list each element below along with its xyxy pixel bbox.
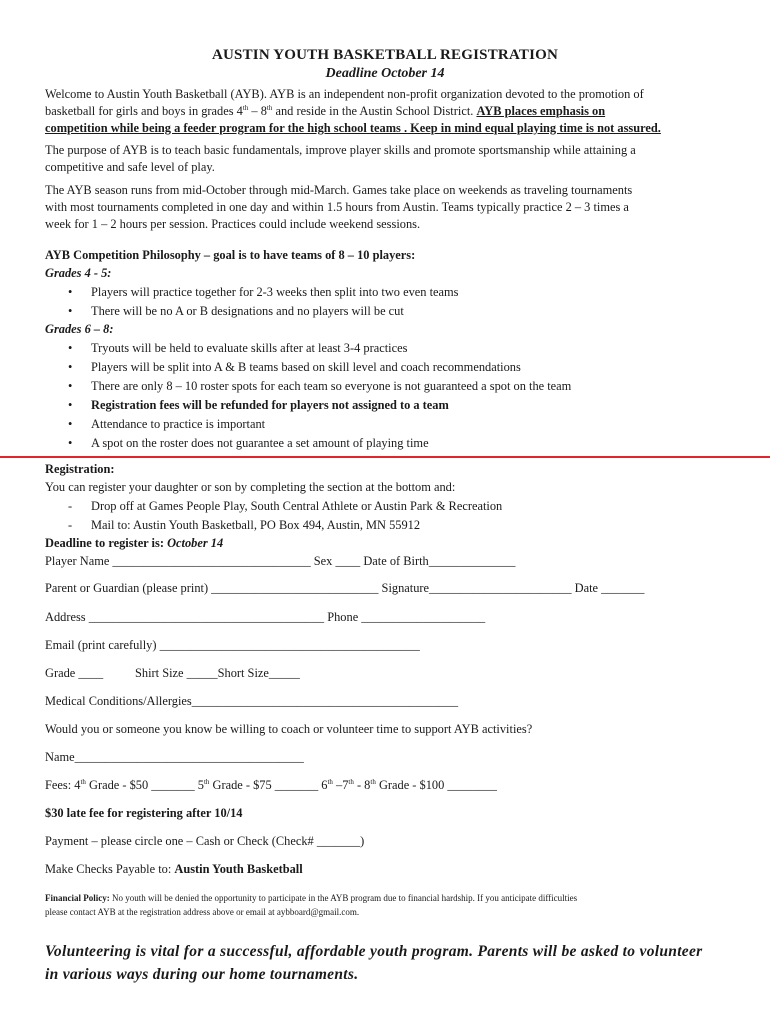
- email-field[interactable]: Email (print carefully) __________________________________________: [45, 638, 420, 652]
- grades-6-8-label: Grades 6 – 8:: [45, 322, 114, 336]
- size-field[interactable]: Shirt Size _____Short Size_____: [135, 666, 300, 680]
- volunteer-question: Would you or someone you know be willing to coach or volunteer time to support AYB activities?: [45, 722, 533, 736]
- medical-field[interactable]: Medical Conditions/Allergies___________________________________________: [45, 694, 459, 708]
- list-item: • Attendance to practice is important: [68, 417, 266, 431]
- bullet-icon: •: [68, 398, 73, 412]
- bullet-icon: •: [68, 341, 73, 355]
- list-item: • Registration fees will be refunded for players not assigned to a team: [68, 398, 449, 412]
- intro-paragraph: [45, 86, 730, 137]
- grades-4-5-label: Grades 4 - 5:: [45, 266, 112, 280]
- list-item: • Tryouts will be held to evaluate skills after at least 3-4 practices: [68, 341, 408, 355]
- player-name-field[interactable]: Player Name ________________________________ Sex ____ Date of Birth______________: [45, 554, 516, 568]
- grade-field[interactable]: Grade ____: [45, 666, 104, 680]
- bullet-icon: •: [68, 304, 73, 318]
- season-paragraph: The AYB season runs from mid-October through mid-March. Games take place on weekends as traveling tournaments with most tournaments completed in one day and within 1.5 hours from Austin. Teams typically practice 2 – 3 times a week for 1 – 2 hours per session. Practices could include weekend sessions.: [45, 183, 633, 231]
- bullet-icon: •: [68, 417, 73, 431]
- late-fee-note: $30 late fee for registering after 10/14: [45, 806, 243, 820]
- registration-heading: Registration:: [45, 462, 115, 476]
- list-item: • Players will practice together for 2-3 weeks then split into two even teams: [68, 285, 459, 299]
- list-item: • Players will be split into A & B teams based on skill level and coach recommendations: [68, 360, 521, 374]
- bullet-icon: •: [68, 285, 73, 299]
- bullet-icon: •: [68, 379, 73, 393]
- page-title: AUSTIN YOUTH BASKETBALL REGISTRATION: [211, 47, 559, 63]
- intro-line-3: competition while being a feeder program for the high school teams . Keep in mind equal playing time is not assured.: [45, 121, 661, 135]
- parent-guardian-field[interactable]: Parent or Guardian (please print) ___________________________ Signature_______________________ Date _______: [45, 581, 645, 595]
- grades-6-8-list: [0, 341, 770, 455]
- list-item: • A spot on the roster does not guarantee a set amount of playing time: [68, 436, 429, 450]
- deadline-subtitle: Deadline October 14: [325, 66, 445, 81]
- list-item: • There are only 8 – 10 roster spots for each team so everyone is not guaranteed a spot on the team: [68, 379, 572, 393]
- bullet-icon: •: [68, 436, 73, 450]
- bullet-icon: •: [68, 360, 73, 374]
- registration-intro: You can register your daughter or son by completing the section at the bottom and:: [45, 480, 456, 494]
- registration-deadline: Deadline to register is: October 14: [45, 536, 224, 550]
- financial-policy: Financial Policy: No youth will be denied the opportunity to participate in the AYB program due to financial hardship. If you anticipate difficulties please contact AYB at the registration address above or email at aybboard@gmail.com.: [45, 893, 578, 917]
- philosophy-heading: AYB Competition Philosophy – goal is to have teams of 8 – 10 players:: [45, 248, 416, 262]
- list-item: - Mail to: Austin Youth Basketball, PO Box 494, Austin, MN 55912: [68, 518, 421, 532]
- volunteer-name-field[interactable]: Name_____________________________________: [45, 750, 304, 764]
- intro-line-2: basketball for girls and boys in grades 4th – 8th and reside in the Austin School District. AYB places emphasis on: [45, 103, 606, 118]
- grades-4-5-list: [0, 285, 770, 323]
- registration-options: [0, 499, 770, 537]
- address-field[interactable]: Address ______________________________________ Phone ____________________: [45, 610, 486, 624]
- emphasis-text: AYB places emphasis on: [476, 104, 606, 118]
- payment-field[interactable]: Payment – please circle one – Cash or Check (Check# _______): [45, 834, 365, 848]
- fees-line[interactable]: Fees: 4th Grade - $50 _______ 5th Grade - $75 _______ 6th –7th - 8th Grade - $100 ________: [45, 777, 497, 792]
- list-item: - Drop off at Games People Play, South Central Athlete or Austin Park & Recreation: [68, 499, 503, 513]
- section-divider: [0, 456, 770, 458]
- intro-line-1: Welcome to Austin Youth Basketball (AYB). AYB is an independent non-profit organization devoted to the promotion of: [45, 87, 644, 101]
- list-item: • There will be no A or B designations and no players will be cut: [68, 304, 404, 318]
- purpose-paragraph: The purpose of AYB is to teach basic fundamentals, improve player skills and promote sportsmanship while attaining a competitive and safe level of play.: [45, 143, 636, 174]
- volunteer-footer: Volunteering is vital for a successful, affordable youth program. Parents will be asked to volunteer in various ways during our home tournaments.: [45, 943, 703, 983]
- payable-to: Make Checks Payable to: Austin Youth Basketball: [45, 862, 303, 876]
